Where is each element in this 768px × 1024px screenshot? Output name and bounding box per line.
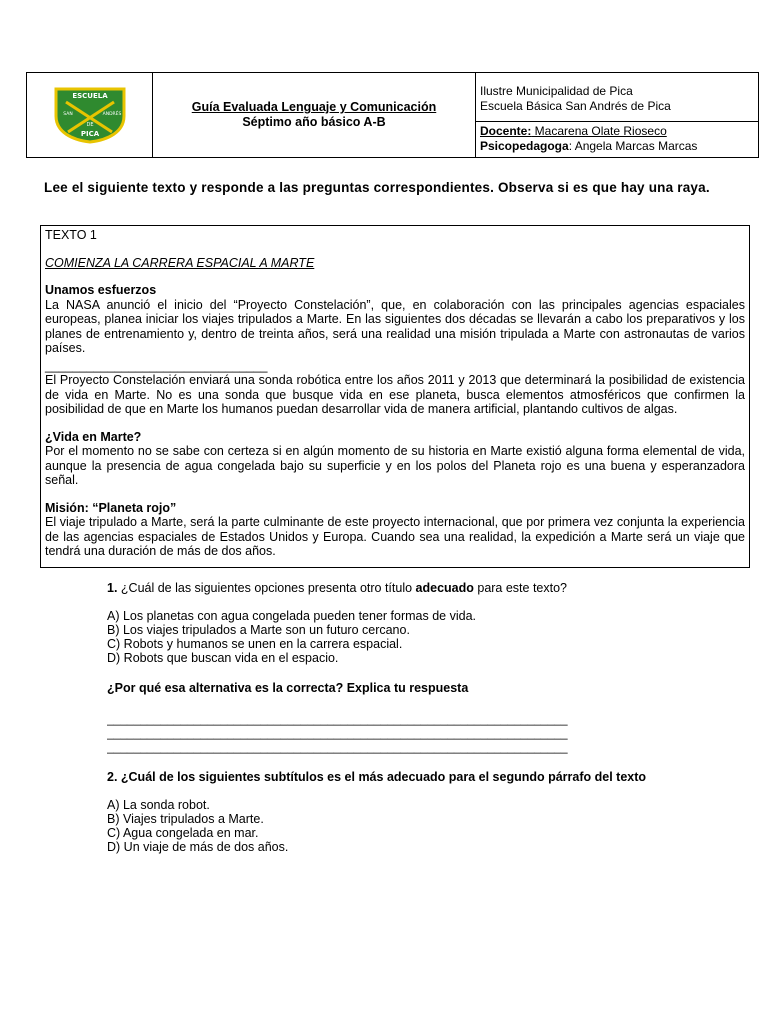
- reading-text-box: [40, 225, 750, 568]
- answer-line-1[interactable]: _____________________________________________________________________: [107, 712, 568, 726]
- questions: [107, 581, 667, 854]
- question-2-options: [107, 798, 667, 854]
- question-1-text-a: ¿Cuál de las siguientes opciones presenta otro título: [117, 581, 416, 595]
- section-title-4: Misión: “Planeta rojo”: [45, 500, 177, 515]
- question-1-number: 1.: [107, 581, 118, 595]
- section-body-2: El Proyecto Constelación enviará una sonda robótica entre los años 2011 y 2013 que determinará la posibilidad de existencia de vida en Marte. No es una sonda que busque vida en ese planeta, busca elementos atmosféricos que confirmen la posibilidad de que en Marte los humanos puedan desarrollar vida de manera artificial, plantando cultivos de algas.: [45, 373, 745, 416]
- instructions: Lee el siguiente texto y responde a las preguntas correspondientes. Observa si es que hay una raya.: [44, 180, 710, 195]
- option-a[interactable]: A) La sonda robot.: [107, 798, 210, 812]
- option-d[interactable]: D) Un viaje de más de dos años.: [107, 840, 289, 854]
- staff-block: [476, 122, 758, 157]
- guide-title: Guía Evaluada Lenguaje y Comunicación: [191, 100, 437, 114]
- logo-word-1: ESCUELA: [71, 92, 108, 100]
- guide-title-cell: [153, 73, 476, 157]
- option-d[interactable]: D) Robots que buscan vida en el espacio.: [107, 651, 339, 665]
- text-title: COMIENZA LA CARRERA ESPACIAL A MARTE: [45, 255, 315, 270]
- question-1-options: [107, 609, 667, 665]
- info-cell: [476, 73, 758, 157]
- school-crest-icon: [52, 86, 128, 144]
- option-b[interactable]: B) Viajes tripulados a Marte.: [107, 812, 264, 826]
- question-1: [107, 581, 667, 595]
- school-name: Escuela Básica San Andrés de Pica: [480, 99, 671, 113]
- guide-grade: Séptimo año básico A-B: [242, 115, 386, 129]
- header-table: [26, 72, 759, 158]
- institution-block: [476, 73, 758, 122]
- question-1-text-c: para este texto?: [473, 581, 568, 595]
- psico-label: Psicopedagoga: [480, 139, 569, 153]
- text-label: TEXTO 1: [45, 228, 97, 242]
- logo-word-3: ANDRÉS: [102, 112, 121, 117]
- answer-line-2[interactable]: _____________________________________________________________________: [107, 726, 568, 740]
- section-title-3: ¿Vida en Marte?: [45, 429, 142, 444]
- section-title-1: Unamos esfuerzos: [45, 283, 157, 297]
- question-2: 2. ¿Cuál de los siguientes subtítulos es el más adecuado para el segundo párrafo del texto: [107, 770, 647, 784]
- logo-cell: [27, 73, 153, 157]
- option-c[interactable]: C) Robots y humanos se unen en la carrera espacial.: [107, 637, 403, 651]
- section-body-1: La NASA anunció el inicio del “Proyecto Constelación”, que, en colaboración con las principales agencias espaciales europeas, planea iniciar los viajes tripulados a Marte. En las siguientes dos décadas se llevarán a cabo los preparativos y los planes de entrenamiento y, dentro de treinta años, será una realidad una misión tripulada a Marte con astronautas de varios países.: [45, 297, 745, 355]
- docente-label: Docente:: [480, 124, 532, 138]
- municipality-name: Ilustre Municipalidad de Pica: [480, 84, 633, 98]
- logo-word-5: PICA: [80, 130, 99, 138]
- docente-name: Macarena Olate Rioseco: [531, 124, 667, 138]
- psico-name: : Angela Marcas Marcas: [568, 139, 698, 153]
- section-body-3: Por el momento no se sabe con certeza si en algún momento de su historia en Marte existió alguna forma elemental de vida, aunque la presencia de agua congelada bajo su superficie y en los polos del Planeta rojo es una buena y esperanzadora señal.: [45, 444, 745, 487]
- option-c[interactable]: C) Agua congelada en mar.: [107, 826, 259, 840]
- question-1-emphasis: adecuado: [415, 581, 474, 595]
- explain-prompt: ¿Por qué esa alternativa es la correcta? Explica tu respuesta: [107, 681, 469, 695]
- logo-word-2: SAN: [62, 112, 73, 117]
- blank-subtitle-line: ________________________________: [45, 358, 268, 373]
- answer-lines[interactable]: [107, 712, 667, 754]
- option-a[interactable]: A) Los planetas con agua congelada pueden tener formas de vida.: [107, 609, 477, 623]
- answer-line-3[interactable]: _____________________________________________________________________: [107, 740, 568, 754]
- section-body-4: El viaje tripulado a Marte, será la parte culminante de este proyecto internacional, que por primera vez conjunta la experiencia de las agencias espaciales de Estados Unidos y Europa. Cuando sea una realidad, la expedición a Marte será un viaje que tendrá una duración de más de dos años.: [45, 515, 745, 558]
- logo-word-4: DE: [85, 122, 94, 128]
- option-b[interactable]: B) Los viajes tripulados a Marte son un futuro cercano.: [107, 623, 410, 637]
